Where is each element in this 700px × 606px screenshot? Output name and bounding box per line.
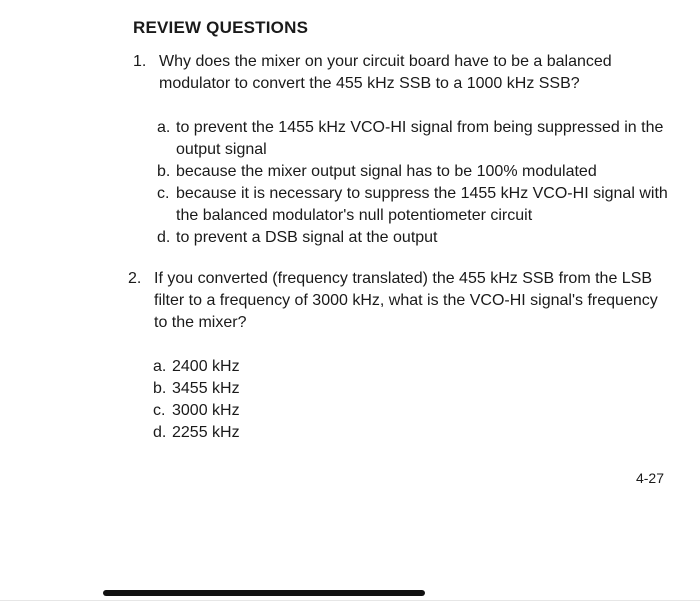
question-2-options — [153, 356, 453, 444]
question-number: 2. — [128, 270, 142, 287]
horizontal-scrollbar[interactable] — [103, 590, 425, 596]
page-number: 4-27 — [635, 470, 664, 486]
option-letter: d. — [153, 424, 167, 441]
page-bottom-divider — [0, 600, 700, 601]
option-text: because it is necessary to suppress the 1455 kHz VCO-HI signal with the balanced modulator's null potentiometer circuit — [176, 185, 668, 224]
option-a — [157, 117, 677, 161]
option-text: 3455 kHz — [172, 380, 240, 397]
option-text: 2400 kHz — [172, 358, 240, 375]
option-c — [157, 183, 677, 227]
option-a — [153, 356, 453, 378]
question-1-options — [157, 117, 677, 249]
option-letter: b. — [157, 163, 171, 180]
option-text: because the mixer output signal has to be 100% modulated — [176, 163, 597, 180]
option-b — [153, 378, 453, 400]
option-letter: c. — [153, 402, 166, 419]
option-letter: c. — [157, 185, 170, 202]
option-text: to prevent the 1455 kHz VCO-HI signal from being suppressed in the output signal — [176, 119, 664, 158]
section-heading: REVIEW QUESTIONS — [133, 18, 309, 37]
option-c — [153, 400, 453, 422]
option-d — [157, 227, 677, 249]
option-text: to prevent a DSB signal at the output — [176, 229, 438, 246]
option-text: 2255 kHz — [172, 424, 240, 441]
question-text: Why does the mixer on your circuit board have to be a balanced modulator to convert the 455 kHz SSB to a 1000 kHz SSB? — [159, 53, 612, 92]
question-text: If you converted (frequency translated) the 455 kHz SSB from the LSB filter to a frequency of 3000 kHz, what is the VCO-HI signal's frequency to the mixer? — [154, 270, 658, 331]
option-letter: a. — [153, 358, 167, 375]
option-text: 3000 kHz — [172, 402, 240, 419]
option-letter: a. — [157, 119, 171, 136]
option-letter: b. — [153, 380, 167, 397]
option-letter: d. — [157, 229, 171, 246]
option-d — [153, 422, 453, 444]
option-b — [157, 161, 677, 183]
question-number: 1. — [133, 53, 147, 70]
